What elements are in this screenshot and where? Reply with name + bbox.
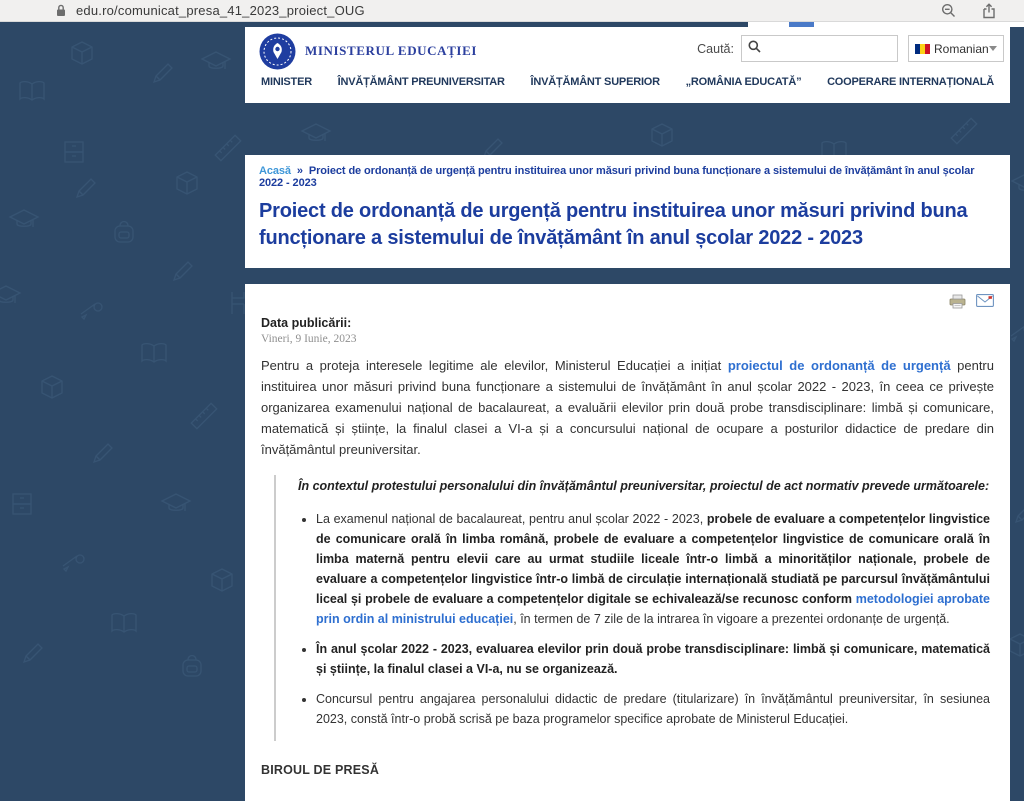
nav-item-invatamant-preuniversitar[interactable]: ÎNVĂȚĂMÂNT PREUNIVERSITAR: [337, 76, 505, 88]
email-icon[interactable]: [976, 294, 994, 312]
breadcrumb: [259, 165, 996, 189]
romanian-flag-icon: [915, 44, 930, 54]
text-segment: Pentru a proteja interesele legitime ale elevilor, Ministerul Educației a inițiat: [261, 358, 728, 373]
search-label: Caută:: [697, 41, 734, 56]
text-segment: pentru instituirea unor măsuri privind buna funcționare a sistemului de învățământ în anul școlar 2022 - 2023, în ceea ce privește organizarea examenului național de bacalaureat, a evaluării elevilor prin două probe transdisciplinare: limbă și comunicare, matematică și științe, la finalul clasei a VI-a și a concursului național de ocupare a posturilor didactice de predare din învățământul preuniversitar.: [261, 358, 994, 457]
title-section: [245, 155, 1010, 268]
zoom-out-icon[interactable]: [941, 3, 956, 18]
language-label: Romanian: [934, 41, 989, 56]
list-item: [316, 639, 990, 679]
text-segment: În anul școlar 2022 - 2023, evaluarea elevilor prin două probe transdisciplinare: limbă și comunicare, matematică și științe, la finalul clasei a VI-a, nu se organizează.: [316, 642, 990, 676]
nav-item-romania-educata[interactable]: „ROMÂNIA EDUCATĂ”: [685, 76, 802, 88]
article-body: [245, 284, 1010, 801]
list-item: [316, 509, 990, 629]
breadcrumb-current: Proiect de ordonanță de urgență pentru instituirea unor măsuri privind buna funcționare a sistemului de învățământ în anul școlar 2022 - 2023: [259, 165, 975, 189]
blockquote-intro: În contextul protestului personalului din învățământul preuniversitar, proiectul de act normativ prevede următoarele:: [298, 479, 990, 493]
inline-link[interactable]: metodologiei aprobate prin ordin al ministrului educației: [316, 592, 990, 626]
lock-icon: [56, 4, 66, 17]
measures-blockquote: [274, 475, 994, 741]
search-box[interactable]: [741, 35, 898, 62]
share-icon[interactable]: [982, 3, 996, 19]
text-segment: Concursul pentru angajarea personalului didactic de predare (titularizare) în învățământul preuniversitar, în sesiunea 2023, constă într-o probă scrisă pe baza programelor specifice aprobate de Ministerul Educației.: [316, 692, 990, 726]
text-segment: probele de evaluare a competențelor lingvistice de comunicare orală în limba română, probele de evaluare a competențelor lingvistice de comunicare orală în limba maternă pentru elevii care au urmat studiile liceale într-o limbă a minorităților naționale, probele de evaluare a competențelor lingvistice într-o limbă de circulație internațională studiată pe parcursul învățământului liceal și probele de evaluare a competențelor digitale se echivalează/se recunosc conform: [316, 512, 991, 606]
article-tools: [261, 294, 994, 312]
press-office-heading: BIROUL DE PRESĂ: [261, 763, 380, 777]
address-url[interactable]: edu.ro/comunicat_presa_41_2023_proiect_OUG: [76, 3, 365, 18]
ministry-logo[interactable]: [259, 33, 296, 70]
text-segment: , în termen de 7 zile de la intrarea în vigoare a prezentei ordonanțe de urgență.: [513, 612, 950, 626]
search-icon: [748, 40, 761, 58]
browser-chrome: [0, 0, 1024, 22]
intro-paragraph: [261, 355, 994, 460]
print-icon[interactable]: [949, 294, 966, 312]
publication-date-value: Vineri, 9 Iunie, 2023: [261, 333, 357, 345]
language-select[interactable]: [908, 35, 1004, 62]
text-segment: La examenul național de bacalaureat, pentru anul școlar 2022 - 2023,: [316, 512, 707, 526]
ministry-name: MINISTERUL EDUCAȚIEI: [305, 43, 478, 58]
page-title: Proiect de ordonanță de urgență pentru instituirea unor măsuri privind buna funcționare a sistemului de învățământ în anul școlar 2022 - 2023: [259, 200, 968, 249]
nav-item-minister[interactable]: MINISTER: [261, 76, 312, 88]
inline-link[interactable]: proiectul de ordonanță de urgență: [727, 358, 951, 373]
site-header: [245, 27, 1010, 103]
search-input[interactable]: [766, 42, 891, 56]
main-nav: [259, 76, 996, 88]
list-item: [316, 689, 990, 729]
nav-item-invatamant-superior[interactable]: ÎNVĂȚĂMÂNT SUPERIOR: [530, 76, 660, 88]
nav-item-cooperare-internationala[interactable]: COOPERARE INTERNAȚIONALĂ: [827, 76, 994, 88]
page-background: [0, 22, 1024, 777]
measures-list: [316, 509, 990, 729]
breadcrumb-home-link[interactable]: Acasă: [259, 165, 291, 177]
breadcrumb-separator: »: [296, 165, 303, 177]
chevron-down-icon: [989, 46, 997, 51]
publication-date-label: Data publicării:: [261, 316, 352, 330]
